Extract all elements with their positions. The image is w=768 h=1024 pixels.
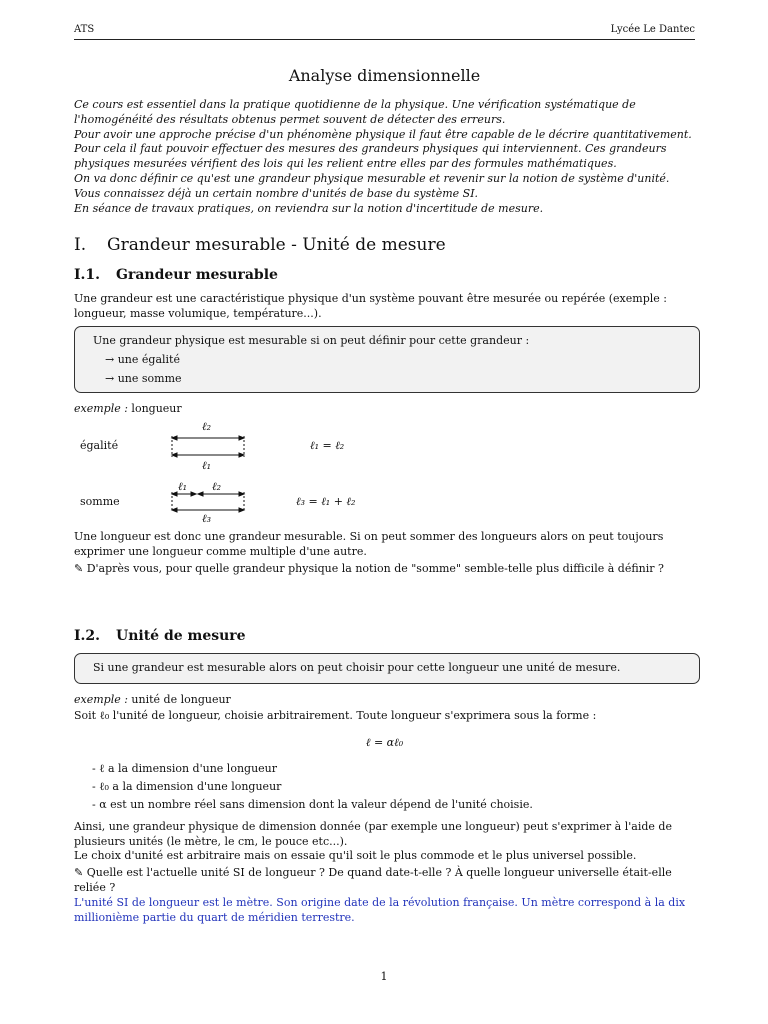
arrowhead <box>239 492 244 496</box>
example-line-2 <box>74 693 695 708</box>
box-text: Une grandeur physique est mesurable si on peut définir pour cette grandeur : <box>93 334 530 347</box>
symbol-l2: ℓ₂ <box>202 420 211 433</box>
example-text: longueur <box>127 402 182 415</box>
question-2: ✎ Quelle est l'actuelle unité SI de longueur ? De quand date-t-elle ? À quelle longueur universelle était-elle reliée ? <box>74 866 672 894</box>
page-number: 1 <box>380 970 388 983</box>
example-text: unité de longueur <box>127 693 231 706</box>
header-left: ATS <box>74 24 95 35</box>
figure-label-equality: égalité <box>80 439 119 452</box>
answer-text: L'unité SI de longueur est le mètre. Son origine date de la révolution française. Un mètre correspond à la dix millionième partie du quart de méridien terrestre. <box>74 896 686 924</box>
subsection-title: Unité de mesure <box>116 628 246 644</box>
paragraph-measurable: Une longueur est donc une grandeur mesurable. Si on peut sommer des longueurs alors on peut toujours exprimer une longueur comme multiple d'une autre. <box>74 530 664 558</box>
symbol-l1: ℓ₁ <box>202 459 211 472</box>
paragraph-choice: Le choix d'unité est arbitraire mais on essaie qu'il soit le plus commode et le plus universel possible. <box>74 849 637 862</box>
subsection-number: I.2. <box>74 628 101 644</box>
arrowhead <box>239 453 244 457</box>
intro-paragraph: On va donc définir ce qu'est une grandeur physique mesurable et revenir sur la notion de système d'unité. Vous connaissez déjà un certain nombre d'unités de base du système SI. <box>74 171 670 200</box>
arrowhead <box>239 508 244 512</box>
arrowhead <box>172 508 177 512</box>
page-title: Analyse dimensionnelle <box>288 66 481 85</box>
paragraph-units: Ainsi, une grandeur physique de dimension donnée (par exemple une longueur) peut s'exprimer à l'aide de plusieurs unités (le mètre, le cm, le pouce etc...). <box>74 820 672 848</box>
equation-equality: ℓ₁ = ℓ₂ <box>310 439 345 452</box>
list-item: - ℓ₀ a la dimension d'une longueur <box>92 780 282 793</box>
arrowhead <box>172 492 177 496</box>
intro-paragraph: Ce cours est essentiel dans la pratique quotidienne de la physique. Une vérification systématique de l'homogénéité des résultats obtenus permet souvent de détecter des erreurs. <box>74 98 636 126</box>
example-prefix: exemple : <box>74 693 128 706</box>
arrowhead <box>172 436 177 440</box>
list-item: - ℓ a la dimension d'une longueur <box>92 762 278 775</box>
box-text: Si une grandeur est mesurable alors on peut choisir pour cette longueur une unité de mesure. <box>93 661 621 674</box>
bullet-list <box>74 760 695 814</box>
symbol-l2: ℓ₂ <box>212 480 221 493</box>
intro-paragraph: En séance de travaux pratiques, on reviendra sur la notion d'incertitude de mesure. <box>74 201 544 215</box>
header-right: Lycée Le Dantec <box>610 24 695 35</box>
symbol-l3: ℓ₃ <box>202 512 211 525</box>
section-title: Grandeur mesurable - Unité de mesure <box>107 235 446 255</box>
paragraph-unit: Soit ℓ₀ l'unité de longueur, choisie arbitrairement. Toute longueur s'exprimera sous la forme : <box>74 709 597 722</box>
unit-definition-box <box>74 653 700 684</box>
formula: ℓ = αℓ₀ <box>365 736 404 749</box>
arrowhead <box>198 492 203 496</box>
figure-label-sum: somme <box>80 495 120 508</box>
arrowhead <box>191 492 196 496</box>
subsection-1-2-heading <box>74 628 246 644</box>
subsection-number: I.1. <box>74 267 101 283</box>
section-number: I. <box>74 235 87 255</box>
equation-sum: ℓ₃ = ℓ₁ + ℓ₂ <box>296 495 356 508</box>
box-item: → une somme <box>105 372 182 385</box>
subsection-title: Grandeur mesurable <box>116 267 278 283</box>
arrowhead <box>172 453 177 457</box>
definition-paragraph: Une grandeur est une caractéristique physique d'un système pouvant être mesurée ou repérée (exemple : longueur, masse volumique, température...). <box>74 292 667 320</box>
symbol-l1: ℓ₁ <box>178 480 187 493</box>
arrowhead <box>239 436 244 440</box>
intro-paragraph: Pour avoir une approche précise d'un phénomène physique il faut être capable de le décrire quantitativement. Pour cela il faut pouvoir effectuer des mesures des grandeurs physiques qui interviennent. Ces grandeurs physiques mesurées vérifient des lois qui les relient entre elles par des formules mathématiques. <box>74 127 692 171</box>
box-item: → une égalité <box>105 353 180 366</box>
question-1: ✎ D'après vous, pour quelle grandeur physique la notion de "somme" semble-telle plus difficile à définir ? <box>74 562 664 575</box>
example-prefix: exemple : <box>74 402 128 415</box>
list-item: - α est un nombre réel sans dimension dont la valeur dépend de l'unité choisie. <box>92 798 533 811</box>
